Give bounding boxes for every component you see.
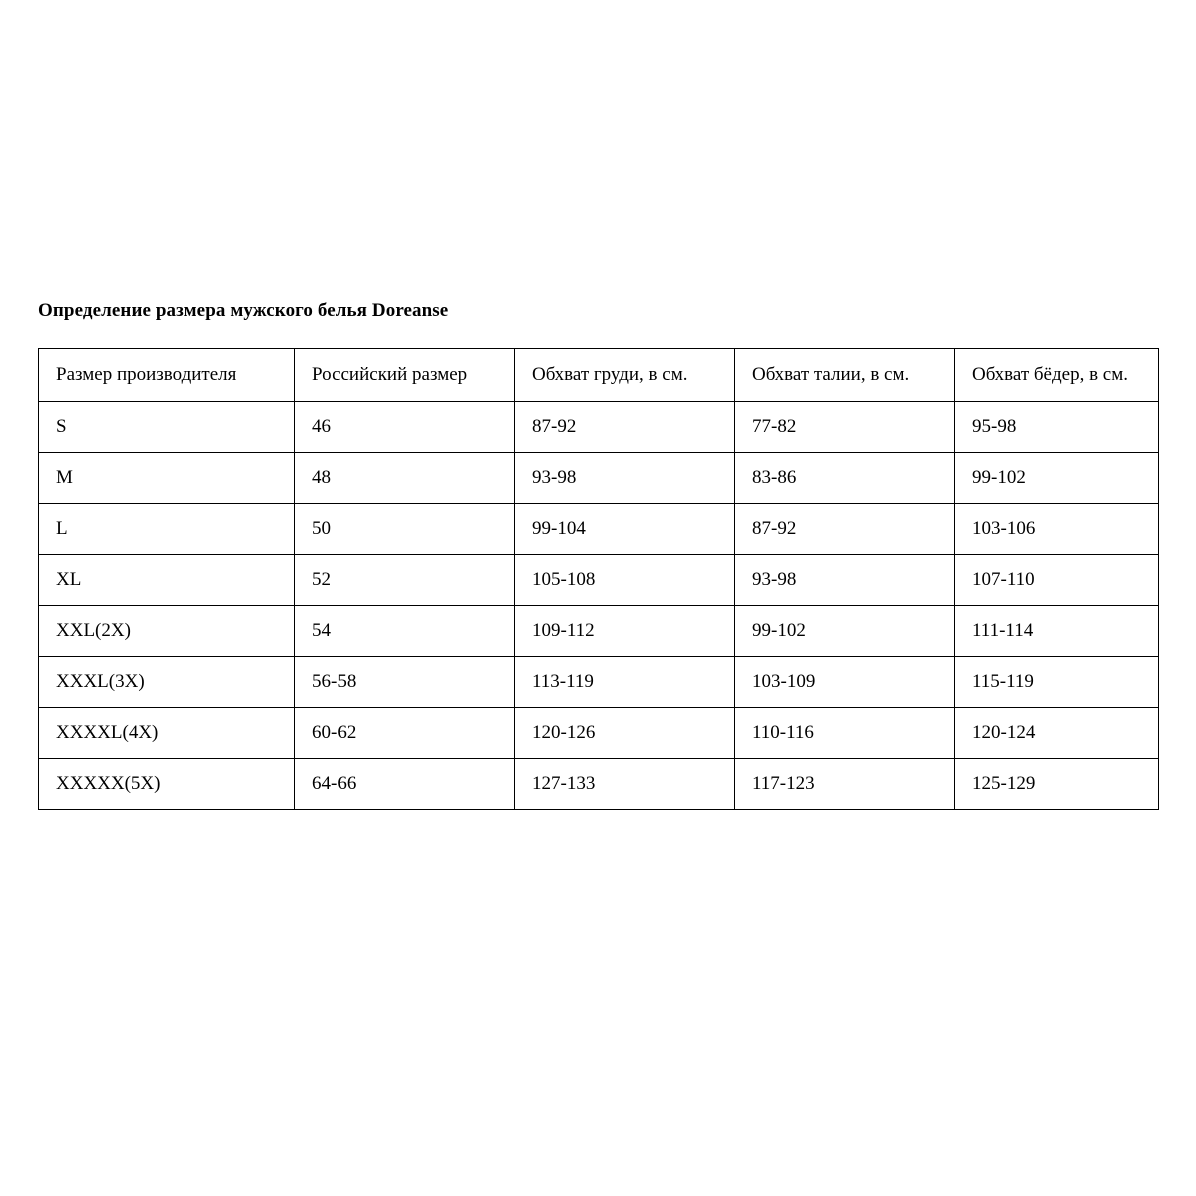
cell-chest: 99-104: [515, 504, 735, 555]
cell-manufacturer-size: XXXXX(5X): [39, 759, 295, 810]
cell-waist: 93-98: [735, 555, 955, 606]
column-header-manufacturer-size: Размер производителя: [39, 349, 295, 402]
cell-russian-size: 46: [295, 402, 515, 453]
column-header-chest: Обхват груди, в см.: [515, 349, 735, 402]
cell-chest: 109-112: [515, 606, 735, 657]
cell-russian-size: 60-62: [295, 708, 515, 759]
cell-russian-size: 50: [295, 504, 515, 555]
cell-chest: 87-92: [515, 402, 735, 453]
cell-russian-size: 48: [295, 453, 515, 504]
table-row: [39, 657, 1159, 708]
cell-hips: 111-114: [955, 606, 1159, 657]
cell-russian-size: 54: [295, 606, 515, 657]
cell-manufacturer-size: XXXL(3X): [39, 657, 295, 708]
table-row: [39, 504, 1159, 555]
cell-waist: 117-123: [735, 759, 955, 810]
cell-manufacturer-size: L: [39, 504, 295, 555]
table-row: [39, 708, 1159, 759]
cell-russian-size: 52: [295, 555, 515, 606]
cell-manufacturer-size: XL: [39, 555, 295, 606]
table-row: [39, 606, 1159, 657]
cell-russian-size: 64-66: [295, 759, 515, 810]
cell-chest: 120-126: [515, 708, 735, 759]
cell-hips: 99-102: [955, 453, 1159, 504]
cell-russian-size: 56-58: [295, 657, 515, 708]
cell-hips: 95-98: [955, 402, 1159, 453]
table-row: [39, 555, 1159, 606]
cell-chest: 93-98: [515, 453, 735, 504]
page-title: Определение размера мужского белья Doreanse: [38, 300, 449, 321]
cell-chest: 105-108: [515, 555, 735, 606]
cell-manufacturer-size: XXXXL(4X): [39, 708, 295, 759]
cell-hips: 103-106: [955, 504, 1159, 555]
column-header-russian-size: Российский размер: [295, 349, 515, 402]
table-row: [39, 453, 1159, 504]
cell-waist: 83-86: [735, 453, 955, 504]
table-row: [39, 402, 1159, 453]
cell-waist: 103-109: [735, 657, 955, 708]
table-row: [39, 759, 1159, 810]
cell-hips: 125-129: [955, 759, 1159, 810]
column-header-hips: Обхват бёдер, в см.: [955, 349, 1159, 402]
column-header-waist: Обхват талии, в см.: [735, 349, 955, 402]
cell-chest: 127-133: [515, 759, 735, 810]
cell-waist: 87-92: [735, 504, 955, 555]
table-header-row: [39, 349, 1159, 402]
cell-manufacturer-size: XXL(2X): [39, 606, 295, 657]
cell-manufacturer-size: M: [39, 453, 295, 504]
size-chart-table: [38, 348, 1159, 810]
cell-chest: 113-119: [515, 657, 735, 708]
cell-hips: 107-110: [955, 555, 1159, 606]
cell-manufacturer-size: S: [39, 402, 295, 453]
cell-waist: 110-116: [735, 708, 955, 759]
cell-waist: 77-82: [735, 402, 955, 453]
cell-hips: 115-119: [955, 657, 1159, 708]
cell-hips: 120-124: [955, 708, 1159, 759]
cell-waist: 99-102: [735, 606, 955, 657]
